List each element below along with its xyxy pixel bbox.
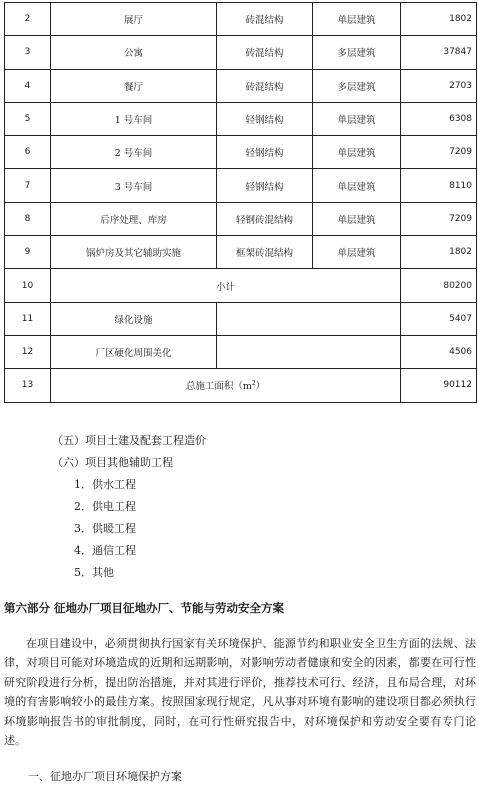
table-row [5, 36, 477, 69]
building-area: 2703 [401, 69, 477, 102]
structure-type: 砖混结构 [217, 3, 313, 36]
unit-superscript: 2 [251, 380, 256, 388]
building-area: 7209 [401, 202, 477, 235]
section-construction-cost: （五）项目土建及配套工程造价 [52, 434, 206, 447]
row-no: 6 [5, 136, 51, 169]
building-type: 单层建筑 [313, 236, 401, 269]
section-auxiliary-works: （六）项目其他辅助工程 [52, 456, 173, 469]
building-name: 2 号车间 [51, 136, 217, 169]
row-no: 3 [5, 36, 51, 69]
row-no: 10 [5, 269, 51, 302]
table-row [5, 3, 477, 36]
building-type: 单层建筑 [313, 3, 401, 36]
row-no: 12 [5, 335, 51, 368]
building-area: 1802 [401, 236, 477, 269]
body-paragraph: 在项目建设中，必须贯彻执行国家有关环境保护、能源节约和职业安全卫生方面的法规、法律，对项目可能对环境造成的近期和远期影响，对影响劳动者健康和安全的因素，都要在可行性研究阶段进行分析，提出防治措施，并对其进行评价，推荐技术可行、经济，且布局合理，对环境的有害影响较小的最佳方案。按照国家现行规定，凡从事对环境有影响的建设项目都必须执行环境影响报告书的审批制度，同时，在可行性研究报告中，对环境保护和劳动安全要有专门论述。 [4, 637, 476, 748]
list-item: 3．供暖工程 [74, 522, 136, 535]
table-row [5, 136, 477, 169]
list-item: 1．供水工程 [74, 478, 136, 491]
building-area: 7209 [401, 136, 477, 169]
row-no: 7 [5, 169, 51, 202]
building-name: 后序处理、库房 [51, 202, 217, 235]
building-type: 单层建筑 [313, 102, 401, 135]
table-row [5, 102, 477, 135]
row-no: 2 [5, 3, 51, 36]
building-area: 37847 [401, 36, 477, 69]
row-no: 4 [5, 69, 51, 102]
building-name: 3 号车间 [51, 169, 217, 202]
building-type: 多层建筑 [313, 69, 401, 102]
total-label-text: 总施工面积（m [185, 381, 252, 393]
structure-type: 轻钢结构 [217, 102, 313, 135]
structure-type: 轻钢结构 [217, 169, 313, 202]
paving-row [5, 335, 477, 368]
table-row [5, 69, 477, 102]
structure-type: 砖混结构 [217, 36, 313, 69]
structure-type: 砖混结构 [217, 69, 313, 102]
subtotal-area: 80200 [401, 269, 477, 302]
row-no: 13 [5, 369, 51, 402]
building-area: 6308 [401, 102, 477, 135]
paving-name: 厂区硬化周围美化 [51, 335, 217, 368]
total-label [51, 369, 401, 402]
row-no: 9 [5, 236, 51, 269]
total-row [5, 369, 477, 402]
greening-row [5, 302, 477, 335]
list-item: 5．其他 [74, 566, 114, 579]
row-no: 5 [5, 102, 51, 135]
subtotal-label: 小计 [51, 269, 401, 302]
list-item: 4．通信工程 [74, 544, 136, 557]
empty-cell [217, 335, 401, 368]
list-item: 2．供电工程 [74, 500, 136, 513]
row-no: 11 [5, 302, 51, 335]
greening-area: 5407 [401, 302, 477, 335]
total-label-close: ） [255, 381, 266, 393]
total-area: 90112 [401, 369, 477, 402]
table-row [5, 169, 477, 202]
table-row [5, 202, 477, 235]
building-name: 展厅 [51, 3, 217, 36]
building-area: 1802 [401, 3, 477, 36]
building-area-table [4, 2, 477, 403]
building-name: 1 号车间 [51, 102, 217, 135]
row-no: 8 [5, 202, 51, 235]
building-type: 多层建筑 [313, 36, 401, 69]
table-row [5, 236, 477, 269]
empty-cell [217, 302, 401, 335]
building-type: 单层建筑 [313, 136, 401, 169]
environmental-protection-subheading: 一、征地办厂项目环境保护方案 [28, 770, 182, 783]
building-name: 餐厅 [51, 69, 217, 102]
building-name: 锅炉房及其它辅助实施 [51, 236, 217, 269]
building-area: 8110 [401, 169, 477, 202]
subtotal-row [5, 269, 477, 302]
building-type: 单层建筑 [313, 202, 401, 235]
structure-type: 轻钢结构 [217, 136, 313, 169]
structure-type: 轻钢砖混结构 [217, 202, 313, 235]
building-name: 公寓 [51, 36, 217, 69]
structure-type: 框架砖混结构 [217, 236, 313, 269]
building-type: 单层建筑 [313, 169, 401, 202]
paving-area: 4506 [401, 335, 477, 368]
greening-name: 绿化设施 [51, 302, 217, 335]
part-six-heading: 第六部分 征地办厂项目征地办厂、节能与劳动安全方案 [4, 601, 285, 615]
